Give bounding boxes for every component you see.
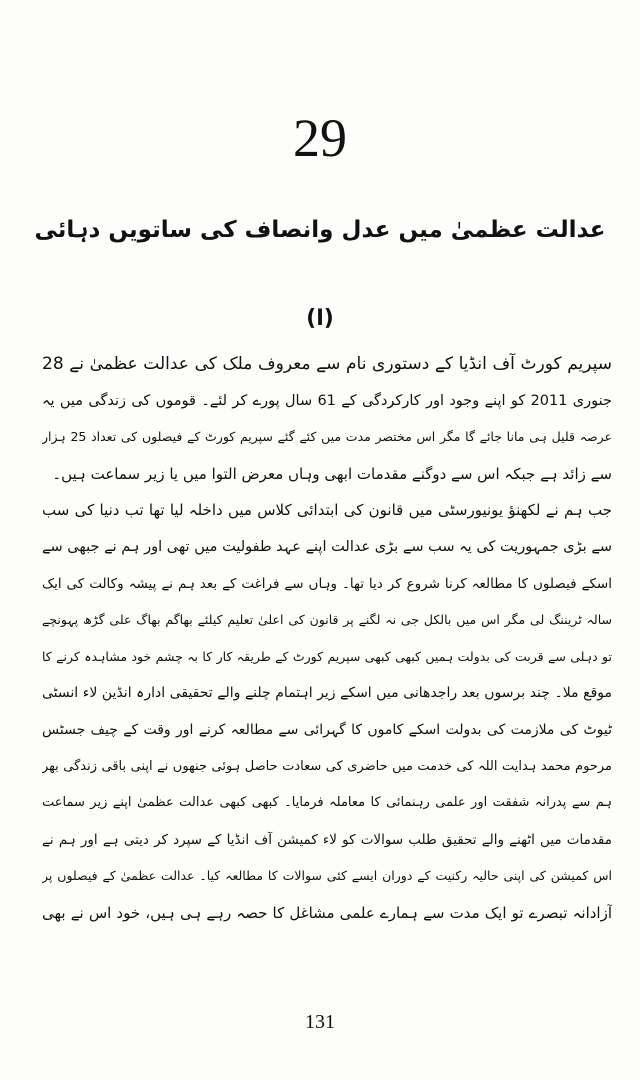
body-line: ہم سے پدرانہ شفقت اور علمی رہنمائی کا معاملہ فرمایا۔ کبھی کبھی عدالت عظمیٰ اپنے زیر سماعت	[42, 795, 612, 811]
body-line: جب ہم نے لکھنؤ یونیورسٹی میں قانون کی ابتدائی کلاس میں داخلہ لیا تھا تب دنیا کی سب	[42, 501, 612, 520]
chapter-title: عدالت عظمیٰ میں عدل وانصاف کی ساتویں دہائی	[34, 217, 606, 243]
body-line: سپریم کورٹ آف انڈیا کے دستوری نام سے معروف ملک کی عدالت عظمیٰ نے 28	[42, 354, 612, 374]
body-line: عرصہ قلیل ہی مانا جائے گا مگر اس مختصر مدت میں کئے گئے سپریم کورٹ کے فیصلوں کی تعداد 25 ہزار	[42, 429, 612, 445]
body-line: تو دہلی سے قربت کی بدولت ہمیں کبھی کبھی سپریم کورٹ کے طریقہ کار کا بہ چشم خود مشاہدہ کرنے کا	[42, 648, 612, 664]
body-line: مقدمات میں اٹھنے والے تحقیق طلب سوالات کو لاء کمیشن آف انڈیا کے سپرد کر دیتی ہے اور ہم نے	[42, 831, 612, 848]
body-line: مرحوم محمد ہدایت اللہ کی خدمت میں حاضری کی سعادت حاصل ہوئی جنھوں نے اپنی باقی زندگی بھر	[42, 758, 612, 774]
body-line: ٹیوٹ کی ملازمت کی بدولت اسکے کاموں کا گہرائی سے مطالعہ کرنے اور وقت کے چیف جسٹس	[42, 721, 612, 738]
body-line: سے بڑی جمہوریت کی یہ سب سے بڑی عدالت اپنے عہد طفولیت میں تھی اور ہم نے جبھی سے	[42, 538, 612, 555]
body-line: آزادانہ تبصرے تو ایک مدت سے ہمارے علمی مشاغل کا حصہ رہے ہی ہیں، خود اس نے بھی	[42, 903, 612, 922]
body-line: سے زائد ہے جبکہ اس سے دوگنے مقدمات ابھی وہاں معرض التوا میں یا زیر سماعت ہیں۔	[52, 464, 612, 483]
body-line: موقع ملا۔ چند برسوں بعد راجدھانی میں اسکے زیر اہتمام چلنے والے تحقیقی ادارہ انڈین لاء انسٹی	[42, 685, 612, 702]
page-number: 131	[305, 1011, 335, 1033]
body-line: اس کمیشن کی اپنی حالیہ رکنیت کے دوران ایسے کئی سوالات کا مطالعہ کیا۔ عدالت عظمیٰ کے فیصلوں پر	[42, 868, 612, 884]
body-text	[42, 346, 612, 932]
body-line: اسکے فیصلوں کا مطالعہ کرنا شروع کر دیا تھا۔ وہاں سے فراغت کے بعد ہم نے پیشہ وکالت کی ایک	[42, 575, 612, 592]
section-marker: (ا)	[306, 306, 334, 331]
body-line: جنوری 2011 کو اپنے وجود اور کارکردگی کے 61 سال پورے کر لئے۔ قوموں کی زندگی میں یہ	[42, 392, 612, 409]
chapter-number: 29	[293, 108, 347, 168]
body-line: سالہ ٹریننگ لی مگر اس میں بالکل جی نہ لگنے پر قانون کی اعلیٰ تعلیم کیلئے بھاگم بھاگ علی گڑھ پہونچے	[42, 612, 612, 628]
